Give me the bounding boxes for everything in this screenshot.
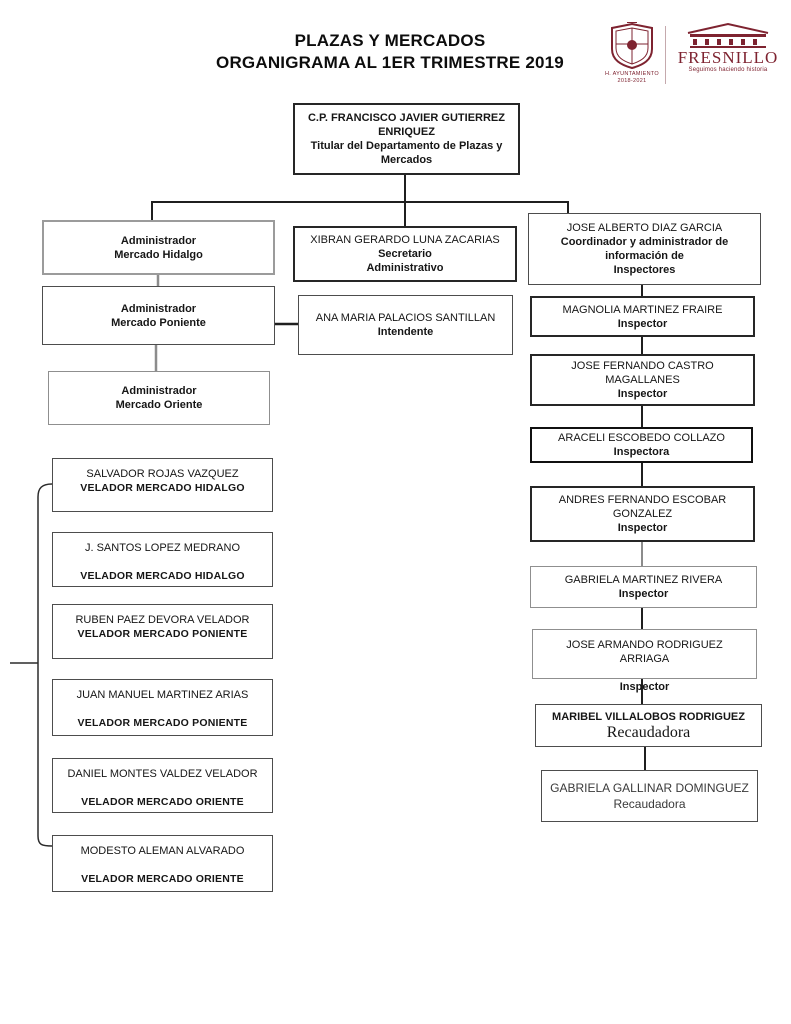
person-role-line2: información de: [605, 250, 684, 262]
org-box-coordinador: [528, 213, 761, 285]
org-box-velador-salvador: [52, 458, 273, 512]
person-role: Inspector: [618, 588, 669, 600]
person-name: RUBEN PAEZ DEVORA VELADOR: [75, 614, 250, 626]
person-role-line2: Administrativo: [366, 262, 444, 274]
person-name: MODESTO ALEMAN ALVARADO: [80, 845, 245, 857]
person-role: VELADOR MERCADO PONIENTE: [77, 628, 248, 640]
page-title-line1: PLAZAS Y MERCADOS: [294, 31, 486, 50]
fresnillo-wordmark: FRESNILLO: [677, 48, 779, 67]
person-role: Inspector: [617, 522, 668, 534]
person-name: GABRIELA GALLINAR DOMINGUEZ: [550, 781, 749, 795]
logo-strip: [603, 22, 788, 94]
org-box-inspector-castro: [530, 354, 755, 406]
org-box-recaudadora-maribel: [535, 704, 762, 747]
person-name: J. SANTOS LOPEZ MEDRANO: [84, 542, 241, 554]
role-unit: Mercado Oriente: [115, 399, 203, 411]
person-role-line1: Secretario: [378, 248, 432, 260]
person-name: SALVADOR ROJAS VAZQUEZ: [86, 468, 239, 480]
org-box-velador-juan: [52, 679, 273, 736]
person-name: MAGNOLIA MARTINEZ FRAIRE: [562, 303, 723, 316]
person-role: Recaudadora: [613, 797, 686, 811]
person-name: JOSE FERNANDO CASTRO MAGALLANES: [571, 360, 714, 386]
fresnillo-logo: [672, 22, 784, 73]
fresnillo-tagline: Seguimos haciendo historia: [688, 67, 768, 73]
person-name: JOSE ARMANDO RODRIGUEZ ARRIAGA: [566, 639, 723, 665]
org-box-intendente: [298, 295, 513, 355]
logo-separator: [665, 26, 666, 84]
org-box-admin-hidalgo: [42, 220, 275, 275]
org-box-velador-santos: [52, 532, 273, 587]
person-name: XIBRAN GERARDO LUNA ZACARIAS: [310, 234, 500, 246]
person-role-line1: Coordinador y administrador de: [560, 236, 729, 248]
crest-caption-line1: H. AYUNTAMIENTO: [604, 71, 659, 77]
person-name: ANA MARIA PALACIOS SANTILLAN: [315, 312, 496, 324]
person-role: VELADOR MERCADO ORIENTE: [81, 873, 244, 885]
person-role: Inspector: [617, 317, 668, 330]
person-name: JOSE ALBERTO DIAZ GARCIA: [566, 222, 723, 234]
org-box-velador-daniel: [52, 758, 273, 813]
org-box-inspector-gabriela: [530, 566, 757, 608]
org-box-admin-poniente: [42, 286, 275, 345]
org-box-admin-oriente: [48, 371, 270, 425]
fresnillo-building-icon: [676, 22, 780, 48]
person-role: VELADOR MERCADO ORIENTE: [81, 796, 244, 808]
person-role: Inspectora: [613, 446, 670, 458]
org-box-titular: [293, 103, 520, 175]
municipal-crest-logo: [603, 22, 661, 84]
role-title: Administrador: [120, 302, 197, 315]
page-title-line2: ORGANIGRAMA AL 1ER TRIMESTRE 2019: [216, 53, 564, 72]
person-name: DANIEL MONTES VALDEZ VELADOR: [67, 768, 258, 780]
person-role: VELADOR MERCADO HIDALGO: [80, 482, 245, 494]
person-role: Titular del Departamento de Plazas y Mercados: [310, 140, 503, 166]
role-title: Administrador: [121, 385, 197, 397]
org-box-velador-modesto: [52, 835, 273, 892]
person-name: ANDRES FERNANDO ESCOBAR GONZALEZ: [558, 494, 727, 520]
person-name: ARACELI ESCOBEDO COLLAZO: [558, 432, 725, 444]
person-name: C.P. FRANCISCO JAVIER GUTIERREZ ENRIQUEZ: [307, 112, 505, 138]
page-title: [160, 30, 620, 74]
person-role-line3: Inspectores: [613, 264, 676, 276]
person-role: VELADOR MERCADO HIDALGO: [80, 570, 245, 582]
person-name: GABRIELA MARTINEZ RIVERA: [564, 574, 723, 586]
org-box-inspector-andres: [530, 486, 755, 542]
person-role: Inspector: [617, 388, 668, 400]
crest-caption-line2: 2018-2021: [617, 78, 647, 84]
role-unit: Mercado Hidalgo: [114, 248, 203, 261]
person-role: VELADOR MERCADO PONIENTE: [77, 717, 248, 729]
org-box-velador-ruben: [52, 604, 273, 659]
role-unit: Mercado Poniente: [111, 316, 206, 329]
person-role: Inspector: [619, 681, 670, 693]
org-box-secretario: [293, 226, 517, 282]
crest-shield-icon: [609, 22, 655, 70]
person-role: Recaudadora: [606, 723, 691, 741]
person-name: JUAN MANUEL MARTINEZ ARIAS: [76, 689, 249, 701]
org-box-inspector-armando: [532, 629, 757, 693]
org-box-inspector-magnolia: [530, 296, 755, 337]
person-role: Intendente: [377, 326, 434, 338]
org-box-recaudadora-gallinar: [541, 770, 758, 822]
org-box-inspector-araceli: [530, 427, 753, 463]
velador-bracket: [38, 484, 52, 846]
person-name: MARIBEL VILLALOBOS RODRIGUEZ: [552, 710, 745, 723]
role-title: Administrador: [120, 234, 197, 247]
